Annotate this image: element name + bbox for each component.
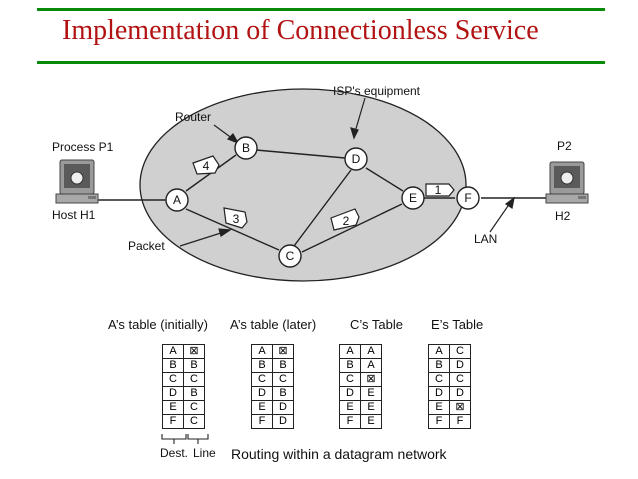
table-row [252, 373, 294, 387]
router-a-label: A [172, 193, 182, 207]
dest-cell: C [163, 373, 184, 387]
dest-cell: C [340, 373, 361, 387]
router-label: Router [175, 110, 212, 124]
dest-cell: B [340, 359, 361, 373]
dest-cell: F [252, 415, 273, 429]
router-c-label: C [285, 249, 295, 263]
host-h1-label: Host H1 [52, 208, 96, 222]
packet-2-label: 2 [342, 214, 350, 228]
table-row [340, 373, 382, 387]
dest-cell: E [252, 401, 273, 415]
line-cell: ⊠ [184, 345, 205, 359]
table-row [163, 373, 205, 387]
computer-icon-h1 [56, 160, 98, 203]
line-label: Line [193, 446, 216, 460]
packet-3-label: 3 [232, 212, 240, 226]
table-row [163, 387, 205, 401]
table-c-caption: C’s Table [350, 317, 403, 332]
table-row [429, 415, 471, 429]
table-row [429, 373, 471, 387]
routing-table-c [339, 344, 382, 429]
line-cell: C [184, 373, 205, 387]
dest-cell: A [340, 345, 361, 359]
packet-1-label: 1 [434, 183, 442, 197]
line-cell: D [273, 415, 294, 429]
line-cell: F [450, 415, 471, 429]
dest-cell: A [252, 345, 273, 359]
dest-cell: E [340, 401, 361, 415]
table-row [429, 359, 471, 373]
table-row [252, 345, 294, 359]
dest-cell: A [429, 345, 450, 359]
table-row [340, 359, 382, 373]
table-row [340, 345, 382, 359]
line-cell: A [361, 359, 382, 373]
table-row [252, 387, 294, 401]
table-a-initial-caption: A’s table (initially) [108, 317, 208, 332]
line-cell: E [361, 415, 382, 429]
line-cell: B [273, 387, 294, 401]
dest-cell: F [429, 415, 450, 429]
table-row [252, 359, 294, 373]
line-cell: B [184, 359, 205, 373]
dest-cell: D [252, 387, 273, 401]
line-cell: C [184, 401, 205, 415]
dest-cell: C [429, 373, 450, 387]
dest-cell: E [163, 401, 184, 415]
packet-4-label: 4 [202, 159, 210, 173]
dest-cell: D [429, 387, 450, 401]
dest-cell: C [252, 373, 273, 387]
dest-cell: B [163, 359, 184, 373]
table-row [163, 345, 205, 359]
line-cell: E [361, 401, 382, 415]
p2-label: P2 [557, 139, 572, 153]
routing-table-a-initial [162, 344, 205, 429]
dest-cell: D [163, 387, 184, 401]
dest-cell: B [252, 359, 273, 373]
dest-cell: B [429, 359, 450, 373]
line-cell: C [273, 373, 294, 387]
dest-cell: D [340, 387, 361, 401]
table-row [340, 401, 382, 415]
dest-cell: A [163, 345, 184, 359]
h2-label: H2 [555, 209, 571, 223]
table-row [340, 415, 382, 429]
lan-label: LAN [474, 232, 498, 246]
table-e-caption: E’s Table [431, 317, 484, 332]
table-a-later-caption: A’s table (later) [230, 317, 317, 332]
line-cell: D [450, 359, 471, 373]
line-cell: B [273, 359, 294, 373]
router-d-label: D [351, 152, 361, 166]
routing-table-e [428, 344, 471, 429]
table-row [429, 387, 471, 401]
slide-title: Implementation of Connectionless Service [62, 15, 539, 46]
line-cell: ⊠ [273, 345, 294, 359]
line-cell: C [184, 415, 205, 429]
line-cell: ⊠ [361, 373, 382, 387]
dest-cell: F [340, 415, 361, 429]
table-row [163, 415, 205, 429]
line-cell: D [450, 387, 471, 401]
isp-label: ISP's equipment [333, 84, 421, 98]
dest-cell: F [163, 415, 184, 429]
dest-label: Dest. [160, 446, 189, 460]
table-row [340, 387, 382, 401]
packet-label: Packet [128, 239, 165, 253]
line-cell: A [361, 345, 382, 359]
line-cell: E [361, 387, 382, 401]
table-row [429, 345, 471, 359]
line-cell: C [450, 345, 471, 359]
process-p1-label: Process P1 [52, 140, 114, 154]
table-row [163, 401, 205, 415]
line-cell: D [273, 401, 294, 415]
line-cell: B [184, 387, 205, 401]
router-f-label: F [464, 191, 472, 205]
diagram-caption: Routing within a datagram network [231, 446, 447, 462]
routing-table-a-later [251, 344, 294, 429]
line-cell: ⊠ [450, 401, 471, 415]
table-row [163, 359, 205, 373]
line-cell: C [450, 373, 471, 387]
table-row [252, 401, 294, 415]
table-row [429, 401, 471, 415]
dest-cell: E [429, 401, 450, 415]
router-b-label: B [241, 141, 251, 155]
table-row [252, 415, 294, 429]
computer-icon-h2 [546, 162, 588, 203]
router-e-label: E [408, 191, 418, 205]
